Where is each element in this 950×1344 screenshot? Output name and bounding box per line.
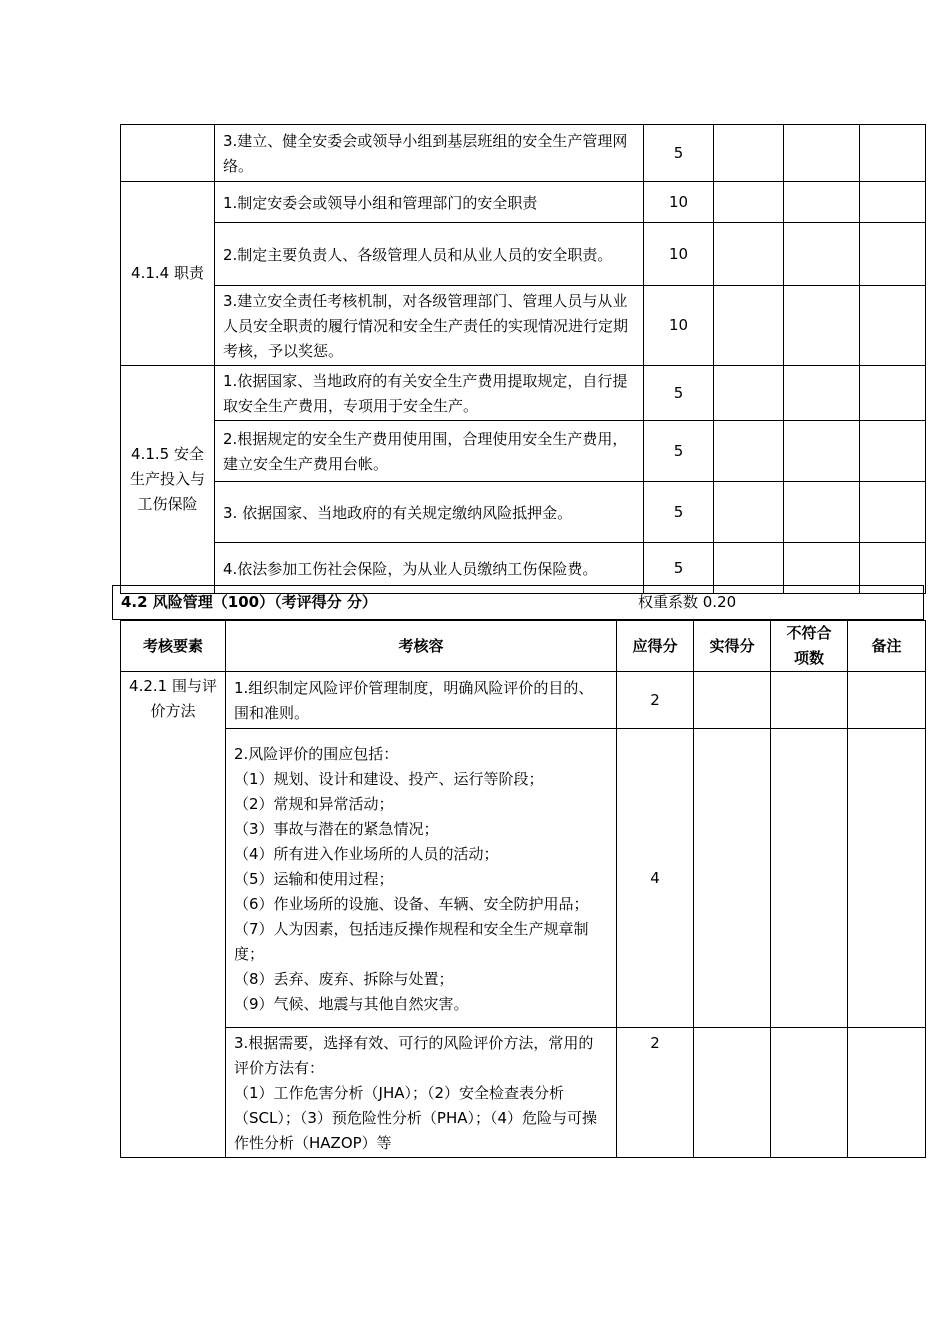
noncompliance-cell[interactable]: [771, 672, 848, 729]
remarks-cell[interactable]: [860, 223, 926, 286]
score-cell: 5: [644, 543, 714, 594]
section-header-4-2: [112, 585, 924, 620]
noncompliance-cell[interactable]: [784, 366, 860, 421]
actual-score-cell[interactable]: [694, 729, 771, 1028]
noncompliance-cell[interactable]: [784, 482, 860, 543]
table-row: [121, 729, 926, 1028]
content-line: 3.根据需要，选择有效、可行的风险评价方法，常用的评价方法有：: [234, 1034, 594, 1077]
score-cell: 5: [644, 125, 714, 182]
noncompliance-cell[interactable]: [784, 286, 860, 366]
noncompliance-cell[interactable]: [784, 182, 860, 223]
header-remarks: 备注: [848, 621, 926, 672]
remarks-cell[interactable]: [860, 482, 926, 543]
content-cell: 3.建立安全责任考核机制，对各级管理部门、管理人员与从业人员安全职责的履行情况和安全生产责任的实现情况进行定期考核，予以奖惩。: [215, 286, 644, 366]
remarks-cell[interactable]: [860, 286, 926, 366]
actual-score-cell[interactable]: [714, 182, 784, 223]
content-line: （6）作业场所的设施、设备、车辆、安全防护用品；: [234, 894, 589, 913]
remarks-cell[interactable]: [860, 182, 926, 223]
content-line: （1）规划、设计和建设、投产、运行等阶段；: [234, 769, 544, 788]
actual-score-cell[interactable]: [714, 286, 784, 366]
content-cell: 2.根据规定的安全生产费用使用围，合理使用安全生产费用，建立安全生产费用台帐。: [215, 421, 644, 482]
remarks-cell[interactable]: [848, 672, 926, 729]
assessment-table-4-2: [120, 620, 926, 1158]
table-row: [121, 286, 926, 366]
header-actual-score: 实得分: [694, 621, 771, 672]
content-cell-list: [226, 1028, 617, 1158]
element-cell-4-2-1: 4.2.1 围与评价方法: [121, 672, 226, 1158]
content-line: （8）丢弃、废弃、拆除与处置；: [234, 969, 454, 988]
table-row: [121, 672, 926, 729]
table-row: [121, 223, 926, 286]
score-cell: 2: [617, 1028, 694, 1158]
noncompliance-cell[interactable]: [771, 1028, 848, 1158]
score-cell: 10: [644, 182, 714, 223]
content-cell-list: [226, 729, 617, 1028]
content-line: （3）事故与潜在的紧急情况；: [234, 819, 439, 838]
section-title: 4.2 风险管理（100）（考评得分 分）: [121, 593, 377, 611]
content-line: （5）运输和使用过程；: [234, 869, 394, 888]
header-expected-score: 应得分: [617, 621, 694, 672]
actual-score-cell[interactable]: [714, 223, 784, 286]
noncompliance-cell[interactable]: [784, 421, 860, 482]
score-cell: 4: [617, 729, 694, 1028]
content-line: （4）所有进入作业场所的人员的活动；: [234, 844, 499, 863]
actual-score-cell[interactable]: [714, 482, 784, 543]
score-cell: 2: [617, 672, 694, 729]
content-line: （9）气候、地震与其他自然灾害。: [234, 994, 469, 1013]
actual-score-cell[interactable]: [714, 125, 784, 182]
actual-score-cell[interactable]: [714, 366, 784, 421]
header-content: 考核容: [226, 621, 617, 672]
header-element: 考核要素: [121, 621, 226, 672]
remarks-cell[interactable]: [860, 125, 926, 182]
table-row: [121, 482, 926, 543]
section-weight: 权重系数 0.20: [638, 593, 737, 611]
header-noncompliance: 不符合项数: [771, 621, 848, 672]
content-cell: 1.组织制定风险评价管理制度，明确风险评价的目的、围和准则。: [226, 672, 617, 729]
actual-score-cell[interactable]: [714, 421, 784, 482]
table-row: [121, 125, 926, 182]
noncompliance-cell[interactable]: [784, 125, 860, 182]
content-line: 2.风险评价的围应包括：: [234, 744, 399, 763]
content-cell: 2.制定主要负责人、各级管理人员和从业人员的安全职责。: [215, 223, 644, 286]
assessment-table-4-1: [120, 124, 926, 594]
remarks-cell[interactable]: [848, 1028, 926, 1158]
content-line: （2）常规和异常活动；: [234, 794, 394, 813]
table-row: [121, 1028, 926, 1158]
actual-score-cell[interactable]: [694, 1028, 771, 1158]
remarks-cell[interactable]: [860, 421, 926, 482]
score-cell: 10: [644, 223, 714, 286]
remarks-cell[interactable]: [860, 366, 926, 421]
content-cell: 3. 依据国家、当地政府的有关规定缴纳风险抵押金。: [215, 482, 644, 543]
actual-score-cell[interactable]: [694, 672, 771, 729]
table-row: [121, 366, 926, 421]
table-row: [121, 182, 926, 223]
header-row: [121, 621, 926, 672]
score-cell: 5: [644, 421, 714, 482]
content-cell: 4.依法参加工伤社会保险，为从业人员缴纳工伤保险费。: [215, 543, 644, 594]
element-cell: [121, 125, 215, 182]
score-cell: 5: [644, 482, 714, 543]
noncompliance-cell[interactable]: [784, 223, 860, 286]
content-cell: 3.建立、健全安委会或领导小组到基层班组的安全生产管理网络。: [215, 125, 644, 182]
noncompliance-cell[interactable]: [771, 729, 848, 1028]
element-cell-4-1-4: 4.1.4 职责: [121, 182, 215, 366]
element-cell-4-1-5: 4.1.5 安全生产投入与工伤保险: [121, 366, 215, 594]
remarks-cell[interactable]: [848, 729, 926, 1028]
table-row: [121, 421, 926, 482]
content-cell: 1.制定安委会或领导小组和管理部门的安全职责: [215, 182, 644, 223]
score-cell: 10: [644, 286, 714, 366]
content-line: （1）工作危害分析（JHA）；（2）安全检查表分析（SCL）；（3）预危险性分析（PHA）；（4）危险与可操作性分析（HAZOP）等: [234, 1084, 598, 1152]
score-cell: 5: [644, 366, 714, 421]
content-line: （7）人为因素，包括违反操作规程和安全生产规章制度；: [234, 919, 589, 963]
content-cell: 1.依据国家、当地政府的有关安全生产费用提取规定，自行提取安全生产费用，专项用于安全生产。: [215, 366, 644, 421]
